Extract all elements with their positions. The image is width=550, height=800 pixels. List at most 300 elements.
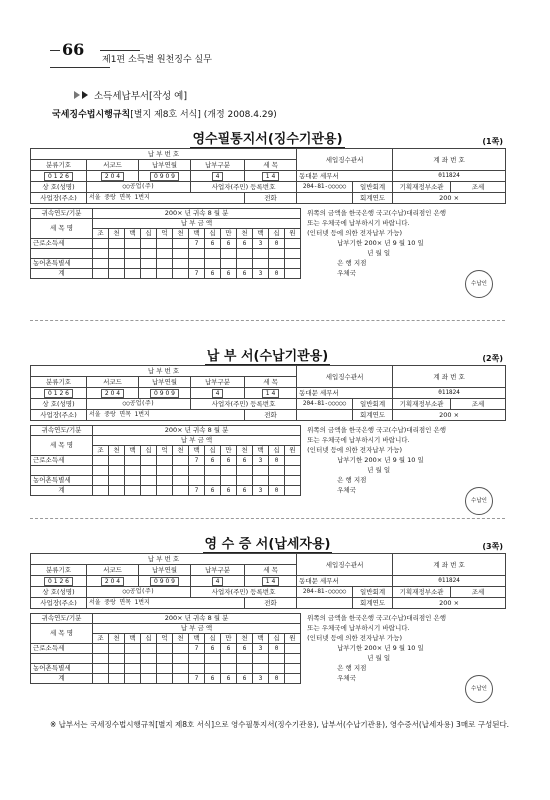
bunryu-value: 0 1 2 6 <box>31 576 87 587</box>
digit-header: 천 <box>109 229 125 239</box>
col-seocode: 서코드 <box>87 160 139 171</box>
amount-digit-empty <box>125 259 141 269</box>
jose-label: 조세 <box>451 182 506 193</box>
col-napbu-gubun: 납부구분 <box>191 160 245 171</box>
fiscal-value: 200 × <box>393 598 506 609</box>
payment-instructions <box>307 208 505 287</box>
amount-digit-empty <box>269 476 285 486</box>
amount-digit: 0 <box>269 456 285 466</box>
amount-digit <box>285 486 301 496</box>
account-value: 011824 <box>393 171 506 182</box>
amount-digit: 7 <box>189 456 205 466</box>
row-rural-label: 농어촌특별세 <box>31 259 93 269</box>
napbu-number-header: 납 부 번 호 <box>31 554 297 565</box>
amount-digit-empty <box>269 249 285 259</box>
amount-digit-empty <box>205 466 221 476</box>
addr-label: 사업장(주소) <box>31 410 87 421</box>
amount-digit <box>157 269 173 279</box>
amount-digit: 0 <box>269 239 285 249</box>
receipt-stamp: 수납인 <box>465 270 493 298</box>
amount-digit-empty <box>221 476 237 486</box>
amount-digit: 7 <box>189 674 205 684</box>
receipt-date: 년 월 일 <box>367 654 391 662</box>
amount-digit <box>141 674 157 684</box>
amount-digit: 7 <box>189 269 205 279</box>
napbu-gubun-value: 4 <box>191 388 245 399</box>
page-header <box>50 40 500 70</box>
amount-digit: 6 <box>237 644 253 654</box>
amount-digit-empty <box>221 664 237 674</box>
amount-digit: 3 <box>253 674 269 684</box>
amount-digit-empty <box>253 476 269 486</box>
bizno-label: 사업자(주민) 등록번호 <box>191 399 297 410</box>
tel-label: 전화 <box>245 193 297 204</box>
payment-instructions <box>307 613 505 692</box>
napbu-amount-header: 납 부 금 액 <box>93 436 301 446</box>
amount-digit: 6 <box>221 456 237 466</box>
account-header: 계 좌 번 호 <box>393 554 506 576</box>
amount-digit-empty <box>125 654 141 664</box>
amount-digit-empty <box>157 654 173 664</box>
amount-digit-empty <box>285 654 301 664</box>
amount-digit <box>157 644 173 654</box>
amount-digit: 6 <box>205 644 221 654</box>
semok-value: 1 4 <box>245 171 297 182</box>
amount-digit: 6 <box>205 239 221 249</box>
post-office: 우체국 <box>337 674 356 682</box>
amount-digit <box>157 456 173 466</box>
sejib-header: 세입징수관서 <box>297 554 393 576</box>
tel-label: 전화 <box>245 598 297 609</box>
amount-digit-empty <box>157 664 173 674</box>
digit-header: 만 <box>221 634 237 644</box>
digit-header: 억 <box>157 446 173 456</box>
amount-digit-empty <box>141 259 157 269</box>
instruction-line: (인터넷 등에 의한 전자납부 가능) <box>307 229 403 237</box>
amount-digit-empty <box>93 664 109 674</box>
digit-header: 원 <box>285 229 301 239</box>
sangho-value: ○○공업(주) <box>87 182 191 193</box>
bank-branch: 은 행 지점 <box>337 259 367 267</box>
digit-header: 십 <box>141 229 157 239</box>
arrow-icon <box>82 91 88 99</box>
amount-digit: 7 <box>189 239 205 249</box>
amount-digit <box>173 644 189 654</box>
tel-value <box>297 193 353 204</box>
amount-digit-empty <box>269 466 285 476</box>
digit-header: 억 <box>157 634 173 644</box>
blank-row <box>31 466 93 476</box>
amount-digit-empty <box>269 654 285 664</box>
seocode-value: 2 0 4 <box>87 576 139 587</box>
digit-header: 천 <box>109 446 125 456</box>
amount-digit-empty <box>173 249 189 259</box>
amount-digit <box>109 644 125 654</box>
gihoek-label: 기획재정부소관 <box>393 399 451 410</box>
amount-digit-empty <box>221 249 237 259</box>
amount-digit-empty <box>237 664 253 674</box>
row-total-label: 계 <box>31 269 93 279</box>
ilban-label: 일반회계 <box>353 182 393 193</box>
amount-digit: 6 <box>237 674 253 684</box>
law-form: [별지 제8호 서식] (개정 2008.4.29) <box>130 110 277 120</box>
amount-digit: 3 <box>253 644 269 654</box>
instruction-line: 또는 우체국에 납부하시기 바랍니다. <box>307 219 410 227</box>
amount-digit: 0 <box>269 644 285 654</box>
digit-header: 십 <box>205 229 221 239</box>
col-seocode: 서코드 <box>87 377 139 388</box>
digit-header: 조 <box>93 446 109 456</box>
amount-digit: 6 <box>205 456 221 466</box>
digit-header: 원 <box>285 446 301 456</box>
semokmyeong-label: 세 목 명 <box>31 219 93 239</box>
amount-digit-empty <box>205 249 221 259</box>
copy-number: (2쪽) <box>482 354 503 363</box>
col-bunryu: 분류기호 <box>31 160 87 171</box>
amount-digit <box>157 674 173 684</box>
amount-digit-empty <box>141 664 157 674</box>
amount-digit <box>109 269 125 279</box>
seocode-value: 2 0 4 <box>87 388 139 399</box>
amount-digit <box>285 269 301 279</box>
amount-digit-empty <box>125 249 141 259</box>
instruction-line: 위쪽의 금액을 한국은행 국고(수납)대리점인 은행 <box>307 209 447 217</box>
amount-digit-empty <box>253 654 269 664</box>
amount-digit-empty <box>253 249 269 259</box>
digit-header: 백 <box>189 634 205 644</box>
amount-digit <box>93 456 109 466</box>
digit-header: 천 <box>173 229 189 239</box>
amount-digit-empty <box>285 249 301 259</box>
col-semok: 세 목 <box>245 565 297 576</box>
amount-digit <box>125 456 141 466</box>
amount-digit <box>141 486 157 496</box>
amount-digit <box>125 674 141 684</box>
amount-digit-empty <box>237 259 253 269</box>
sejib-header: 세입징수관서 <box>297 366 393 388</box>
bizno-value: 204-81-○○○○○ <box>297 399 353 410</box>
amount-digit <box>125 239 141 249</box>
post-office: 우체국 <box>337 486 356 494</box>
amount-digit-empty <box>205 476 221 486</box>
tel-value <box>297 598 353 609</box>
receipt-stamp: 수납인 <box>465 487 493 515</box>
amount-digit-empty <box>157 466 173 476</box>
napbu-ym-value: 0 9 0 9 <box>139 171 191 182</box>
amount-digit-empty <box>253 664 269 674</box>
fiscal-label: 회계연도 <box>353 193 393 204</box>
amount-digit-empty <box>189 249 205 259</box>
row-total-label: 계 <box>31 486 93 496</box>
fiscal-value: 200 × <box>393 410 506 421</box>
digit-header: 십 <box>141 634 157 644</box>
section-title-text: 소득세납부서[작성 예] <box>94 91 188 102</box>
amount-digit-empty <box>285 466 301 476</box>
amount-digit: 6 <box>205 486 221 496</box>
amount-digit-empty <box>189 476 205 486</box>
amount-digit-empty <box>237 654 253 664</box>
napbu-number-header: 납 부 번 호 <box>31 366 297 377</box>
sejib-value: 동대문 세무서 <box>297 171 393 182</box>
amount-digit <box>125 486 141 496</box>
amount-digit <box>93 644 109 654</box>
amount-digit: 6 <box>221 674 237 684</box>
form-title: 영 수 증 서(납세자용) (3쪽) <box>204 537 503 552</box>
account-header: 계 좌 번 호 <box>393 149 506 171</box>
row-rural-label: 농어촌특별세 <box>31 664 93 674</box>
gihoek-label: 기획재정부소관 <box>393 182 451 193</box>
napbu-number-header: 납 부 번 호 <box>31 149 297 160</box>
row-income-label: 근로소득세 <box>31 239 93 249</box>
taxpayer-table <box>30 553 506 609</box>
gwisok-value: 200× 년 귀속 8 월 분 <box>93 614 301 624</box>
amount-digit-empty <box>221 259 237 269</box>
amount-digit <box>173 486 189 496</box>
form-title: 납 부 서(수납기관용) (2쪽) <box>206 349 503 364</box>
digit-header: 천 <box>237 634 253 644</box>
amount-digit-empty <box>173 654 189 664</box>
footnote: ※ 납부서는 국세징수법시행규칙[별지 제8호 서식]으로 영수필통지서(징수기관용), 납부서(수납기관용), 영수증서(납세자용) 3매로 구성된다. <box>50 720 510 729</box>
col-semok: 세 목 <box>245 377 297 388</box>
amount-digit-empty <box>157 476 173 486</box>
amount-digit: 7 <box>189 486 205 496</box>
amount-digit: 6 <box>221 486 237 496</box>
digit-header: 백 <box>253 229 269 239</box>
fiscal-label: 회계연도 <box>353 598 393 609</box>
tel-value <box>297 410 353 421</box>
post-office: 우체국 <box>337 269 356 277</box>
amount-digit-empty <box>141 654 157 664</box>
sejib-value: 동대문 세무서 <box>297 576 393 587</box>
tel-label: 전화 <box>245 410 297 421</box>
semokmyeong-label: 세 목 명 <box>31 624 93 644</box>
bank-branch: 은 행 지점 <box>337 476 367 484</box>
row-rural-label: 농어촌특별세 <box>31 476 93 486</box>
sangho-value: ○○공업(주) <box>87 587 191 598</box>
napbu-amount-header: 납 부 금 액 <box>93 219 301 229</box>
amount-digit <box>93 674 109 684</box>
digit-header: 십 <box>269 634 285 644</box>
amount-digit-empty <box>173 259 189 269</box>
amount-digit-empty <box>93 654 109 664</box>
amount-digit-empty <box>109 654 125 664</box>
digit-header: 십 <box>269 229 285 239</box>
amount-digit-empty <box>125 664 141 674</box>
amount-digit-empty <box>189 654 205 664</box>
account-value: 011824 <box>393 388 506 399</box>
col-semok: 세 목 <box>245 160 297 171</box>
gwisok-value: 200× 년 귀속 8 월 분 <box>93 426 301 436</box>
digit-header: 천 <box>237 229 253 239</box>
instruction-line: 위쪽의 금액을 한국은행 국고(수납)대리점인 은행 <box>307 426 447 434</box>
amount-digit <box>125 269 141 279</box>
instruction-line: 또는 우체국에 납부하시기 바랍니다. <box>307 436 410 444</box>
form-title: 영수필통지서(징수기관용) (1쪽) <box>192 132 503 147</box>
amount-digit-empty <box>93 259 109 269</box>
digit-header: 천 <box>237 446 253 456</box>
addr-value: 서울 중랑 면목 1번지 <box>87 193 245 204</box>
amount-digit-empty <box>253 259 269 269</box>
amount-digit-empty <box>285 476 301 486</box>
header-rule <box>50 67 110 68</box>
amount-digit <box>285 456 301 466</box>
amount-digit <box>125 644 141 654</box>
napbu-amount-header: 납 부 금 액 <box>93 624 301 634</box>
amount-digit-empty <box>141 249 157 259</box>
cut-line <box>30 518 505 519</box>
amount-digit-empty <box>205 259 221 269</box>
amount-digit-empty <box>221 654 237 664</box>
law-name: 국세징수법시행규칙 <box>52 110 131 120</box>
amount-digit: 6 <box>237 486 253 496</box>
receipt-date: 년 월 일 <box>367 466 391 474</box>
bizno-value: 204-81-○○○○○ <box>297 182 353 193</box>
amount-digit-empty <box>269 664 285 674</box>
digit-header: 조 <box>93 634 109 644</box>
digit-header: 원 <box>285 634 301 644</box>
jose-label: 조세 <box>451 399 506 410</box>
amount-digit <box>93 269 109 279</box>
due-date: 납부기한 200× 년 9 월 10 일 <box>337 644 424 652</box>
amount-digit-empty <box>205 664 221 674</box>
amount-digit-empty <box>93 476 109 486</box>
amount-digit: 3 <box>253 269 269 279</box>
amount-digit-empty <box>141 466 157 476</box>
amount-digit-empty <box>189 466 205 476</box>
amount-digit-empty <box>141 476 157 486</box>
digit-header: 만 <box>221 446 237 456</box>
semok-value: 1 4 <box>245 576 297 587</box>
digit-header: 백 <box>125 446 141 456</box>
digit-header: 백 <box>189 446 205 456</box>
row-income-label: 근로소득세 <box>31 644 93 654</box>
ilban-label: 일반회계 <box>353 587 393 598</box>
amount-digit-empty <box>237 466 253 476</box>
page-number: 66 <box>62 40 85 59</box>
blank-row <box>31 249 93 259</box>
chapter-title: 제1편 소득별 원천징수 실무 <box>102 55 212 65</box>
instruction-line: 위쪽의 금액을 한국은행 국고(수납)대리점인 은행 <box>307 614 447 622</box>
receipt-date: 년 월 일 <box>367 249 391 257</box>
napbu-ym-value: 0 9 0 9 <box>139 576 191 587</box>
amount-digit-empty <box>157 259 173 269</box>
gwisok-label: 귀속연도/기분 <box>31 209 93 219</box>
digit-header: 조 <box>93 229 109 239</box>
amount-digit: 3 <box>253 456 269 466</box>
amount-digit <box>285 644 301 654</box>
instruction-line: (인터넷 등에 의한 전자납부 가능) <box>307 634 403 642</box>
napbu-ym-value: 0 9 0 9 <box>139 388 191 399</box>
amount-digit <box>157 239 173 249</box>
amount-digit: 6 <box>237 269 253 279</box>
digit-header: 백 <box>253 634 269 644</box>
amount-digit <box>109 239 125 249</box>
amount-digit-empty <box>109 249 125 259</box>
gwisok-label: 귀속연도/기분 <box>31 614 93 624</box>
amount-digit <box>173 239 189 249</box>
row-total-label: 계 <box>31 674 93 684</box>
row-income-label: 근로소득세 <box>31 456 93 466</box>
sangho-label: 상 호(성명) <box>31 587 87 598</box>
col-napbu-gubun: 납부구분 <box>191 377 245 388</box>
amount-digit: 6 <box>237 239 253 249</box>
amount-table <box>30 613 301 684</box>
addr-label: 사업장(주소) <box>31 598 87 609</box>
amount-digit-empty <box>125 466 141 476</box>
napbu-gubun-value: 4 <box>191 576 245 587</box>
amount-digit-empty <box>205 654 221 664</box>
amount-digit-empty <box>125 476 141 486</box>
bizno-value: 204-81-○○○○○ <box>297 587 353 598</box>
account-header: 계 좌 번 호 <box>393 366 506 388</box>
amount-digit <box>141 644 157 654</box>
amount-digit-empty <box>189 664 205 674</box>
digit-header: 십 <box>205 634 221 644</box>
col-napbu-ym: 납부연월 <box>139 565 191 576</box>
gwisok-value: 200× 년 귀속 8 월 분 <box>93 209 301 219</box>
digit-header: 천 <box>173 634 189 644</box>
amount-digit <box>285 674 301 684</box>
amount-digit: 0 <box>269 269 285 279</box>
amount-table <box>30 425 301 496</box>
sejib-value: 동대문 세무서 <box>297 388 393 399</box>
semokmyeong-label: 세 목 명 <box>31 436 93 456</box>
amount-digit-empty <box>173 476 189 486</box>
amount-digit-empty <box>237 249 253 259</box>
fiscal-value: 200 × <box>393 193 506 204</box>
bizno-label: 사업자(주민) 등록번호 <box>191 587 297 598</box>
sangho-label: 상 호(성명) <box>31 399 87 410</box>
taxpayer-table <box>30 148 506 204</box>
digit-header: 천 <box>173 446 189 456</box>
bunryu-value: 0 1 2 6 <box>31 171 87 182</box>
amount-digit: 6 <box>205 269 221 279</box>
amount-digit-empty <box>285 664 301 674</box>
amount-digit: 7 <box>189 644 205 654</box>
amount-digit: 6 <box>237 456 253 466</box>
amount-digit-empty <box>237 476 253 486</box>
amount-digit <box>93 239 109 249</box>
amount-digit: 0 <box>269 486 285 496</box>
amount-digit-empty <box>269 259 285 269</box>
col-bunryu: 분류기호 <box>31 565 87 576</box>
digit-header: 천 <box>109 634 125 644</box>
digit-header: 만 <box>221 229 237 239</box>
addr-value: 서울 중랑 면목 1번지 <box>87 410 245 421</box>
col-seocode: 서코드 <box>87 565 139 576</box>
amount-table <box>30 208 301 279</box>
digit-header: 억 <box>157 229 173 239</box>
digit-header: 백 <box>125 634 141 644</box>
header-rule <box>100 50 140 51</box>
addr-label: 사업장(주소) <box>31 193 87 204</box>
amount-digit <box>157 486 173 496</box>
amount-digit-empty <box>109 476 125 486</box>
amount-digit: 6 <box>221 239 237 249</box>
sangho-label: 상 호(성명) <box>31 182 87 193</box>
amount-digit: 6 <box>221 269 237 279</box>
semok-value: 1 4 <box>245 388 297 399</box>
arrow-icon <box>74 91 80 99</box>
amount-digit <box>109 456 125 466</box>
amount-digit-empty <box>109 259 125 269</box>
instruction-line: 또는 우체국에 납부하시기 바랍니다. <box>307 624 410 632</box>
amount-digit-empty <box>253 466 269 476</box>
payment-form <box>30 533 505 692</box>
copy-number: (3쪽) <box>482 542 503 551</box>
due-date: 납부기한 200× 년 9 월 10 일 <box>337 456 424 464</box>
section-title <box>74 88 187 102</box>
